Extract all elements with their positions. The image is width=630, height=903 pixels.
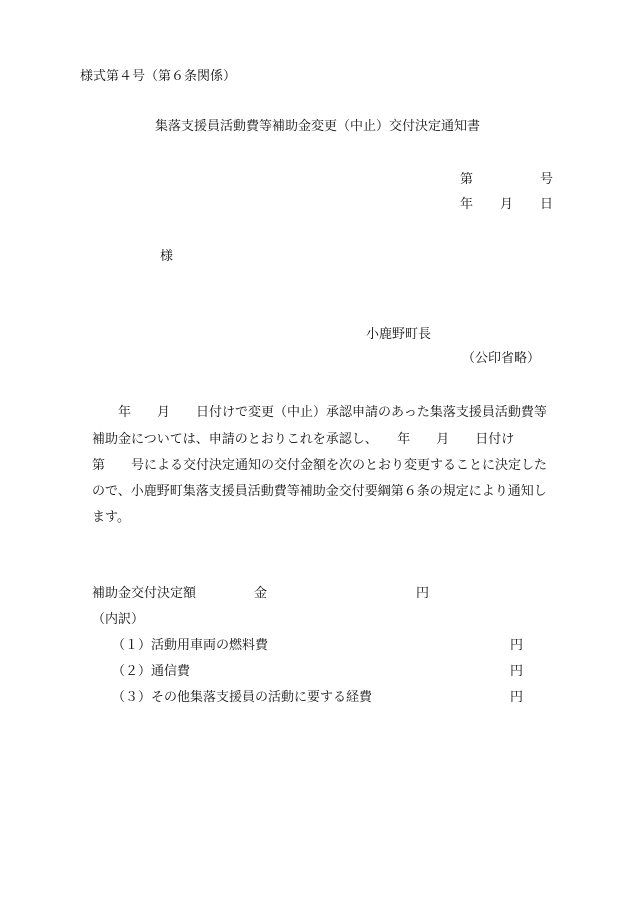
date-day: 日	[540, 197, 554, 212]
body-line-3: 第 号による交付決定通知の交付金額を次のとおり変更することに決定した	[92, 458, 548, 473]
date-month: 月	[500, 197, 514, 212]
doc-number-prefix: 第	[460, 172, 474, 187]
addressee-suffix: 様	[160, 249, 174, 264]
breakdown-item-label: （１）活動用車両の燃料費	[112, 638, 269, 653]
issuer-name: 小鹿野町長	[366, 327, 432, 342]
body-line-5: ます。	[92, 510, 130, 525]
seal-note: （公印省略）	[462, 351, 541, 366]
doc-number-suffix: 号	[540, 172, 554, 187]
breakdown-item-unit: 円	[510, 664, 524, 679]
body-line-1: 年 月 日付けで変更（中止）承認申請のあった集落支援員活動費等	[118, 405, 547, 420]
amount-prefix: 金	[254, 586, 268, 601]
amount-unit: 円	[416, 586, 430, 601]
date-year: 年	[460, 197, 474, 212]
body-line-4: ので、小鹿野町集落支援員活動費等補助金交付要綱第６条の規定により通知し	[92, 484, 547, 499]
form-label: 様式第４号（第６条関係）	[80, 69, 237, 84]
document-title: 集落支援員活動費等補助金変更（中止）交付決定通知書	[155, 119, 481, 134]
amount-label: 補助金交付決定額	[92, 586, 197, 601]
breakdown-heading: （内訳）	[92, 612, 145, 627]
breakdown-item-unit: 円	[510, 638, 524, 653]
breakdown-item-label: （２）通信費	[112, 664, 191, 679]
breakdown-item-unit: 円	[510, 690, 524, 705]
body-line-2: 補助金については、申請のとおりこれを承認し、 年 月 日付け	[92, 432, 515, 447]
breakdown-item-label: （３）その他集落支援員の活動に要する経費	[112, 690, 373, 705]
